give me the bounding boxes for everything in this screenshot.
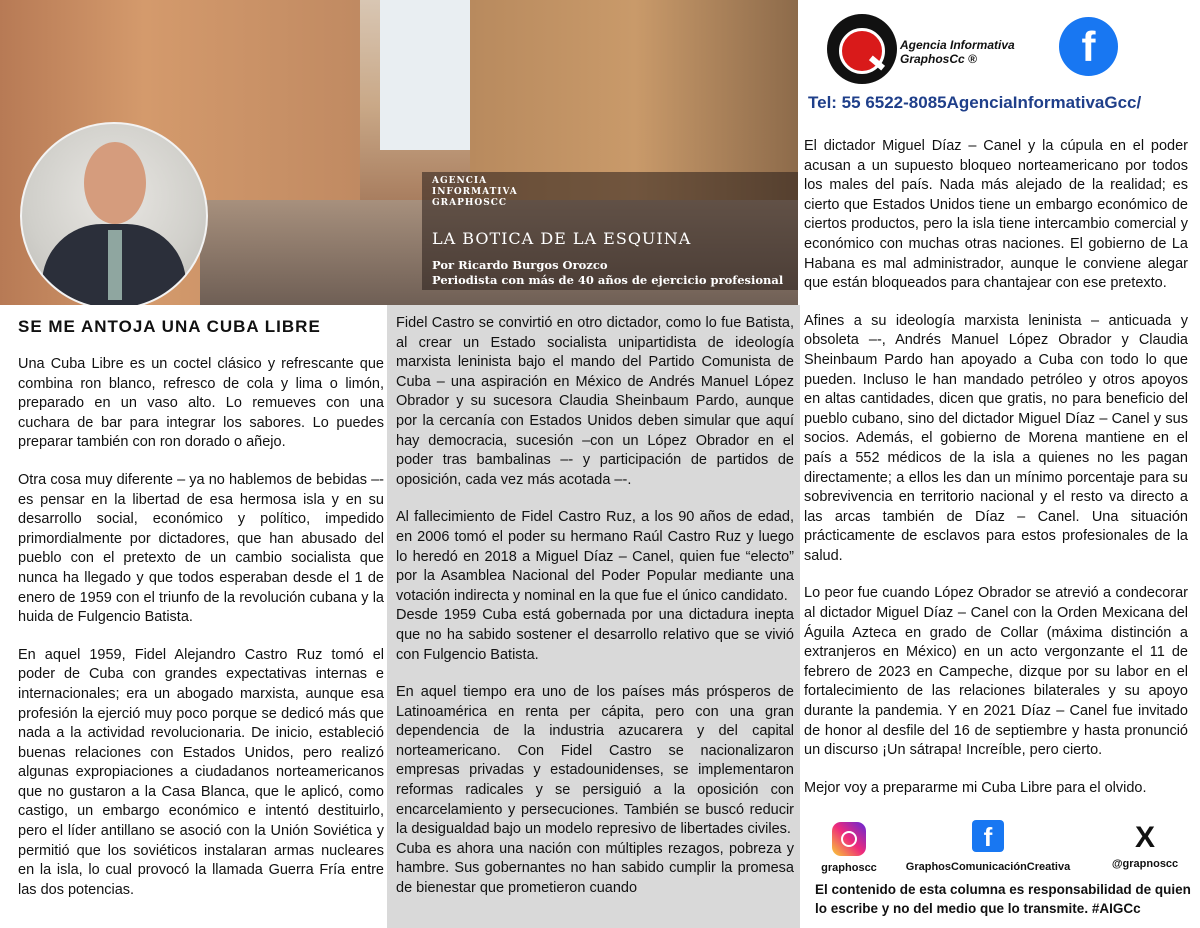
paragraph: Cuba es ahora una nación con múltiples rezagos, pobreza y hambre. Sus gobernantes no han sabido cumplir la promesa de bienestar que prometieron cuando xyxy=(396,840,794,897)
banner-agency-line: INFORMATIVA xyxy=(432,187,518,197)
street-sky xyxy=(380,0,470,150)
instagram-icon xyxy=(832,822,866,856)
paragraph: Al fallecimiento de Fidel Castro Ruz, a los 90 años de edad, en 2006 tomó el poder su hermano Raúl Castro Ruz y luego lo heredó en 2018 a Miguel Díaz – Canel, quien fue “electo” por la Asamblea Nacional del Poder Popular mediante una votación indirecta y nominal en la que fue el único candidato. xyxy=(396,509,794,604)
paragraph: En aquel 1959, Fidel Alejandro Castro Ruz tomó el poder de Cuba con grandes expectativas internas e internacionales; era un abogado marxista, aunque esa profesión la ejerció muy poco porque se dedicó más que nada a la actividad revolucionaria. De inicio, estableció buenas relaciones con Estados Unidos, pero realizó algunas expropiaciones a ciudadanos norteamericanos que no gustaron a la Casa Blanca, que le aplicó, como castigo, un embargo económico e intentó destituirlo, pero el líder antillano se asoció con la Unión Soviética y permitió que los soviéticos instalaran armas nucleares en la isla, lo cual provocó la llamada Guerra Fría entre las dos potencias. xyxy=(18,646,384,898)
instagram-label: graphoscc xyxy=(821,862,877,874)
paragraph: Fidel Castro se convirtió en otro dictador, como lo fue Batista, al crear un Estado socialista unipartidista de ideología marxista leninista bajo el mando del Partido Comunista de Cuba – una aspiración en México de Andrés Manuel López Obrador y su sucesora Claudia Sheinbaum Pardo, aunque por la cercanía con Estados Unidos deben simular que aquí hay democracia, sucesión –con un López Obrador en el poder tras bambalinas –- y participación de partidos de oposición, cada vez más acotada –-. xyxy=(396,315,794,488)
article-column-3 xyxy=(804,137,1188,816)
paragraph: Mejor voy a prepararme mi Cuba Libre para el olvido. xyxy=(804,779,1147,796)
paragraph: Otra cosa muy diferente – ya no hablemos de bebidas –- es pensar en la libertad de esa hermosa isla y en su desarrollo social, económico y político, impedido primordialmente por dictadores, que han abusado del pueblo con el pretexto de un cambio socialista que nunca ha llegado y que todos esperaban desde el 1 de enero de 1959 con el triunfo de la revolución cubana y la huida de Fulgencio Batista. xyxy=(18,471,384,626)
instagram-link[interactable] xyxy=(814,822,884,874)
banner-agency-line: AGENCIA xyxy=(432,176,488,186)
facebook-glyph: f xyxy=(1081,23,1096,70)
logo-text xyxy=(900,38,1015,66)
facebook-icon[interactable] xyxy=(1059,17,1118,76)
article-headline: SE ME ANTOJA UNA CUBA LIBRE xyxy=(18,317,321,336)
paragraph: Una Cuba Libre es un coctel clásico y refrescante que combina ron blanco, refresco de cola y lima o limón, preparado en un vaso alto. Lo remueves con una cuchara de bar para integrar los sabores. Lo puedes preparar también con ron dorado o añejo. xyxy=(18,356,384,451)
banner-agency-line: GRAPHOSCC xyxy=(432,198,508,208)
logo-icon xyxy=(827,14,897,84)
paragraph: El dictador Miguel Díaz – Canel y la cúpula en el poder acusan a un supuesto bloqueo norteamericano por todos los males del país. Nada más alejado de la realidad; es cierto que Estados Unidos tiene un embargo económico de ciertos productos, pero la isla tiene intercambio comercial y económico con muchas otras naciones. El gobierno de La Habana es mal administrador, aunque le conviene alegar que están bloqueados para chantajear con ese pretexto. xyxy=(804,138,1188,292)
x-label: @grapnoscc xyxy=(1111,858,1179,870)
byline-author: Por Ricardo Burgos Orozco xyxy=(432,258,608,272)
logo-text-line: Agencia Informativa xyxy=(900,38,1015,52)
x-link[interactable] xyxy=(1100,822,1190,870)
x-icon: X xyxy=(1134,821,1155,854)
paragraph: Desde 1959 Cuba está gobernada por una dictadura inepta que no ha sabido sostener el desarrollo relativo que se vivió con Fulgencio Batista. xyxy=(396,607,794,663)
article-column-1 xyxy=(18,355,384,918)
author-face xyxy=(84,142,146,224)
facebook-page-label: GraphosComunicaciónCreativa xyxy=(905,861,1071,873)
article-column-2 xyxy=(396,314,794,917)
banner-agency xyxy=(432,176,518,209)
logo-text-line: GraphosCc ® xyxy=(900,52,977,66)
byline-credentials: Periodista con más de 40 años de ejercicio profesional xyxy=(432,273,784,287)
author-tie xyxy=(108,230,122,300)
byline xyxy=(432,258,783,288)
facebook-icon: f xyxy=(972,820,1004,852)
banner-image xyxy=(0,0,798,305)
column-name: LA BOTICA DE LA ESQUINA xyxy=(432,229,692,248)
paragraph: En aquel tiempo era uno de los países más prósperos de Latinoamérica en renta per cápita, pero con una gran dependencia de la industria azucarera y del capital norteamericano. Con Fidel Castro se nacionalizaron empresas privadas y estadounidenses, se implementaron reformas radicales y se persiguió a la oposición con encarcelamiento y persecuciones. También se buscó reducir la desigualdad bajo un modelo represivo de libertades civiles. xyxy=(396,684,794,838)
paragraph: Afines a su ideología marxista leninista – anticuada y obsoleta –-, Andrés Manuel López Obrador y Claudia Sheinbaum Pardo han apoyado a Cuba con todo lo que pueden. Incluso le han mandado petróleo y otros apoyos en altas cantidades, dicen que gratis, no para beneficio del pueblo cubano, sino del dictador Miguel Díaz – Canel y sus socios. Además, el gobierno de Morena mantiene en el país a 552 médicos de la isla a quienes no les pagan directamente; a ellos les dan un mínimo porcentaje para su sobrevivencia en territorio nacional y el resto va directo a las arcas también de Díaz – Canel. Una situación prácticamente de esclavos para estos profesionales de la salud. xyxy=(804,312,1188,564)
paragraph: Lo peor fue cuando López Obrador se atrevió a condecorar al dictador Miguel Díaz – Canel con la Orden Mexicana del Águila Azteca en grado de Collar (máxima distinción a extranjeros en México) en un acto vergonzante el 11 de febrero de 2023 en Campeche, dizque por su labor en el fortalecimiento de las relaciones bilaterales y su apoyo durante la pandemia. Y en 2021 Díaz – Canel fue invitado de honor al desfile del 16 de septiembre y hasta pronunció un discurso ¡Un sátrapa! Increíble, pero cierto. xyxy=(804,585,1188,759)
contact-info: Tel: 55 6522-8085AgenciaInformativaGcc/ xyxy=(808,93,1142,112)
author-photo xyxy=(20,122,208,305)
disclaimer: El contenido de esta columna es responsabilidad de quien lo escribe y no del medio que lo transmite. #AIGCc xyxy=(815,882,1191,916)
facebook-page-link[interactable] xyxy=(898,820,1078,873)
